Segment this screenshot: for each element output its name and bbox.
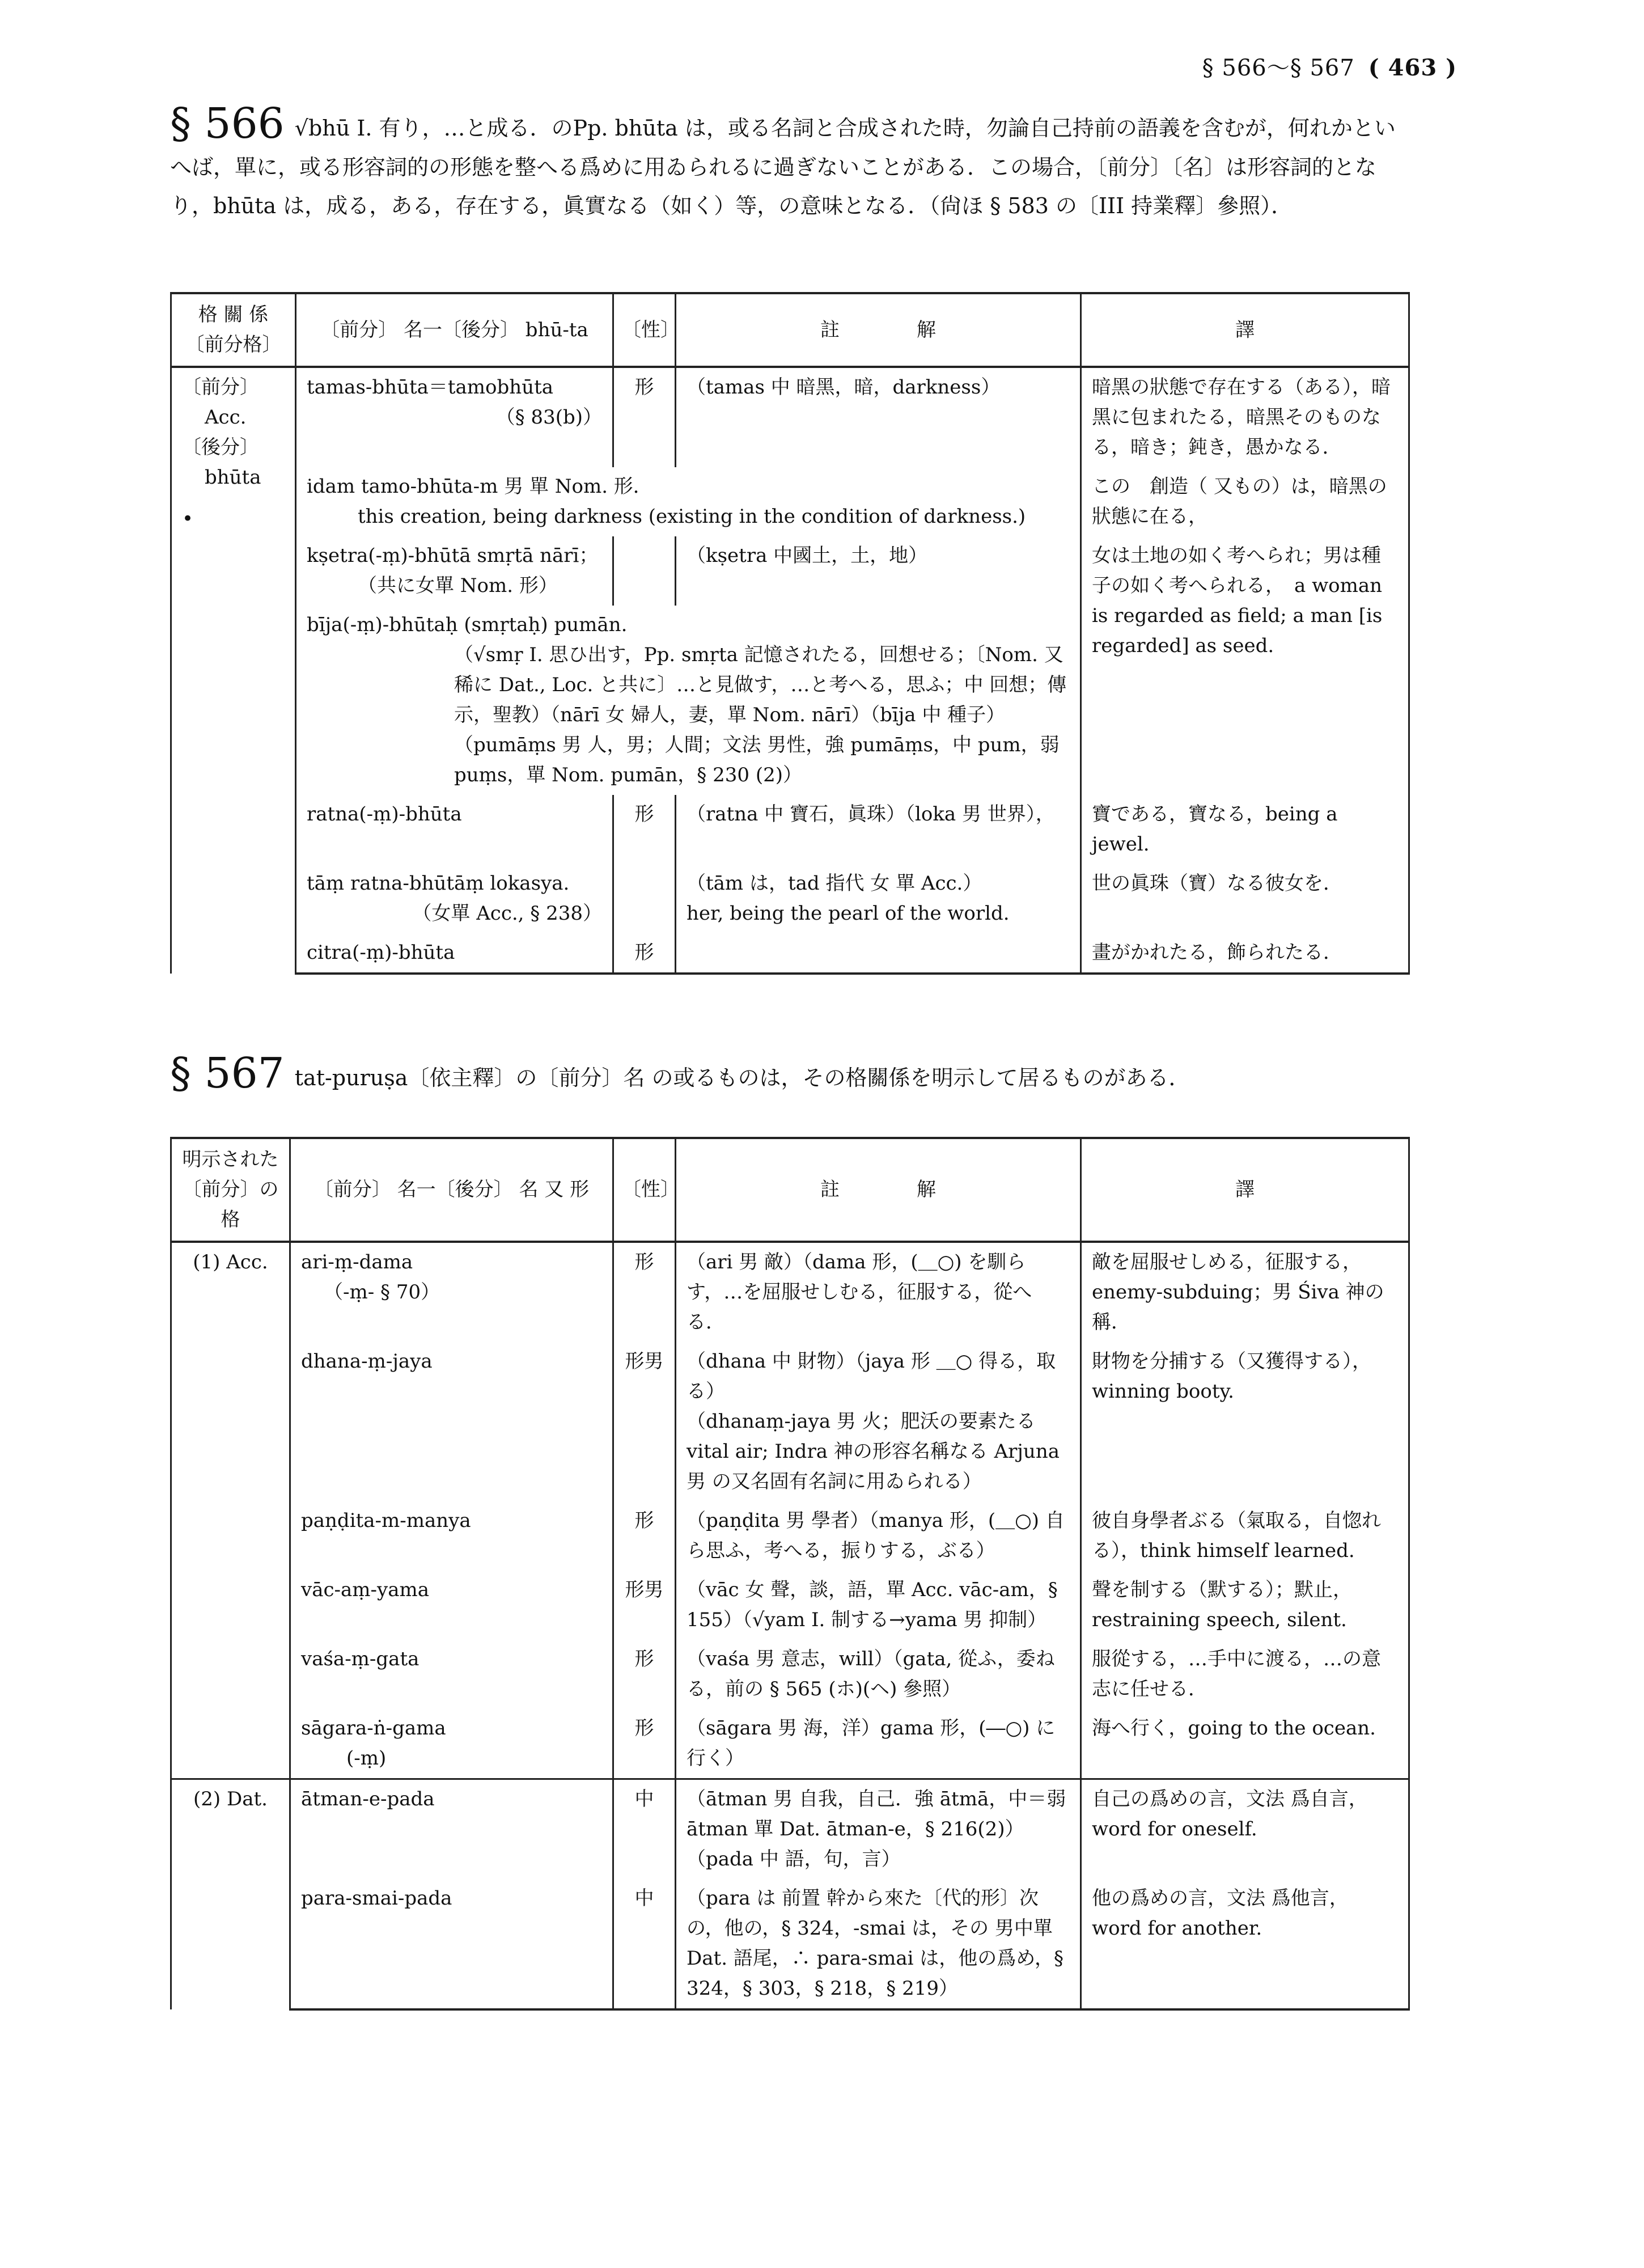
notes-cell: （ratna 中 寶石，眞珠）（loka 男 世界）， <box>676 795 1081 864</box>
gender-cell: 形 <box>613 1709 676 1779</box>
compound-term: tamas-bhūta＝tamobhūta <box>307 376 554 399</box>
section-number: § 566 <box>170 99 285 148</box>
table-header-row <box>171 1138 1409 1242</box>
compound-cell: vāc-aṃ-yama <box>290 1571 613 1640</box>
translation-cell: 服從する，…手中に渡る，…の意志に任せる． <box>1081 1640 1409 1709</box>
compound-cell: dhana-ṃ-jaya <box>290 1342 613 1501</box>
compound-ref: （女單 Acc., § 238） <box>412 902 602 925</box>
gender-cell: 形男 <box>613 1342 676 1501</box>
notes-text: （√smṛ I. 思ひ出す，Pp. smṛta 記憶されたる，回想せる；〔Nom. 又稀に Dat., Loc. と共に〕…と見做す，…と考へる，思ふ；中 回想；傳示，聖教）（nārī 女 婦人，妻，單 Nom. nārī）（bīja 中 種子）（pumāṃs 男 人，男；人間；文法 男性，強 pumāṃs，中 pum，弱 puṃs，單 Nom. pumān，§ 230 (2)） <box>454 644 1067 786</box>
compound-term: kṣetra(-ṃ)-bhūtā smṛtā nārī； <box>307 544 599 567</box>
compound-cell: paṇḍita-m-manya <box>290 1501 613 1571</box>
table-row <box>171 1879 1409 2009</box>
table-row <box>171 1501 1409 1571</box>
compound-cell <box>296 367 613 467</box>
translation-cell: 女は土地の如く考へられ；男は種子の如く考へられる， a woman is regarded as field; a man [is regarded] as seed. <box>1081 536 1409 795</box>
gender-cell: 形 <box>613 933 676 974</box>
compound-ref: (-ṃ) <box>346 1747 387 1770</box>
header-case: 明示された 〔前分〕の格 <box>171 1138 290 1242</box>
header-notes: 註 解 <box>676 293 1081 367</box>
compound-term: ari-ṃ-dama <box>301 1251 413 1273</box>
gender-cell: 形 <box>613 795 676 864</box>
gender-cell: 中 <box>613 1779 676 1880</box>
section-text: √bhū I. 有り，…と成る．のPp. bhūta は，或る名詞と合成された時，勿論自己持前の語義を含むが，何れかといへば，單に，或る形容詞的の形態を整へる爲めに用ゐられるに過ぎないことがある．この場合，〔前分〕〔名〕は形容詞的となり，bhūta は，成る，ある，存在する，眞實なる（如く）等，の意味となる．（尙ほ § 583 の〔III 持業釋〕參照）． <box>170 116 1396 218</box>
compound-cell: ratna(-ṃ)-bhūta <box>296 795 613 864</box>
case-cell: (1) Acc. <box>171 1242 290 1779</box>
gender-cell <box>613 536 676 606</box>
case-label: Acc. <box>205 406 247 429</box>
table-567 <box>170 1137 1410 2011</box>
table-row <box>171 795 1409 864</box>
translation-cell: この 創造（ 又もの）は，暗黑の狀態に在る， <box>1081 467 1409 536</box>
translation-cell: 彼自身學者ぶる（氣取る，自惚れる），think himself learned. <box>1081 1501 1409 1571</box>
compound-term: tāṃ ratna-bhūtāṃ lokasya. <box>307 872 570 895</box>
section-text: tat-puruṣa〔依主釋〕の〔前分〕名 の或るものは，その格關係を明示して居るものがある． <box>294 1065 1190 1090</box>
table-row <box>171 467 1409 536</box>
notes-cell: （ātman 男 自我，自己．強 ātmā，中＝弱 ātman 單 Dat. ātman-e，§ 216(2)）（pada 中 語，句，言） <box>676 1779 1081 1880</box>
header-translation: 譯 <box>1081 1138 1409 1242</box>
translation-cell: 世の眞珠（寶）なる彼女を． <box>1081 864 1409 933</box>
notes-text: （dhana 中 財物）（jaya 形 ＿○ 得る，取る） <box>687 1350 1056 1403</box>
header-gender: 〔性〕 <box>613 293 676 367</box>
translation-cell: 暗黑の狀態で存在する（ある），暗黑に包まれたる，暗黑そのものなる，暗き；鈍き，愚かなる． <box>1081 367 1409 467</box>
notes-text: her, being the pearl of the world. <box>687 902 1010 925</box>
compound-cell <box>296 536 613 606</box>
notes-cell <box>676 933 1081 974</box>
table-row <box>171 864 1409 933</box>
notes-text: （dhanaṃ-jaya 男 火；肥沃の要素たる vital air; Indra 神の形容名稱なる Arjuna 男 の又名固有名詞に用ゐられる） <box>687 1410 1060 1493</box>
page-number: ( 463 ) <box>1368 54 1457 81</box>
header-gender: 〔性〕 <box>613 1138 676 1242</box>
notes-cell: （vaśa 男 意志，will）（gata, 從ふ，委ねる，前の § 565 (ホ)(ヘ) 參照） <box>676 1640 1081 1709</box>
table-row <box>171 367 1409 467</box>
example-cell <box>296 467 1081 536</box>
compound-cell: vaśa-ṃ-gata <box>290 1640 613 1709</box>
gender-cell <box>613 864 676 933</box>
table-row <box>171 536 1409 606</box>
case-label: 〔前分〕 <box>182 376 259 399</box>
section-567-intro <box>170 1049 1406 1098</box>
gender-cell: 中 <box>613 1879 676 2009</box>
compound-term: sāgara-ṅ-gama <box>301 1717 446 1740</box>
compound-ref: （-ṃ- § 70） <box>324 1281 440 1304</box>
section-number: § 567 <box>170 1049 285 1098</box>
table-row <box>171 933 1409 974</box>
header-compound: 〔前分〕 名一〔後分〕 名 又 形 <box>290 1138 613 1242</box>
case-column <box>171 367 296 974</box>
example-line: this creation, being darkness (existing in the condition of darkness.) <box>358 505 1026 528</box>
table-row <box>171 1640 1409 1709</box>
section-range: § 566～§ 567 <box>1202 55 1355 81</box>
compound-cell <box>296 864 613 933</box>
case-label: bhūta <box>205 466 261 489</box>
table-row <box>171 1709 1409 1779</box>
compound-cell: ātman-e-pada <box>290 1779 613 1880</box>
compound-cell: para-smai-pada <box>290 1879 613 2009</box>
example-line: idam tamo-bhūta-m 男 單 Nom. 形． <box>307 475 652 498</box>
compound-term: bīja(-ṃ)-bhūtaḥ (smṛtaḥ) pumān. <box>307 613 628 636</box>
table-row <box>171 1779 1409 1880</box>
case-cell: (2) Dat. <box>171 1779 290 2010</box>
translation-cell: 海へ行く，going to the ocean. <box>1081 1709 1409 1779</box>
notes-cell: （kṣetra 中國土，土，地） <box>676 536 1081 606</box>
running-header <box>1202 50 1457 82</box>
section-566-intro <box>170 99 1406 225</box>
gender-cell: 形男 <box>613 1571 676 1640</box>
gender-cell: 形 <box>613 367 676 467</box>
translation-cell: 寶である，寶なる，being a jewel. <box>1081 795 1409 864</box>
compound-ref: （§ 83(b)） <box>495 406 602 429</box>
table-row <box>171 1242 1409 1342</box>
compound-cell <box>290 1242 613 1342</box>
header-translation: 譯 <box>1081 293 1409 367</box>
translation-cell: 財物を分捕する（又獲得する），winning booty. <box>1081 1342 1409 1501</box>
gender-cell: 形 <box>613 1640 676 1709</box>
bullet-mark: • <box>182 507 194 530</box>
table-row <box>171 1571 1409 1640</box>
gender-cell: 形 <box>613 1242 676 1342</box>
table-row <box>171 1342 1409 1501</box>
compound-cell: citra(-ṃ)-bhūta <box>296 933 613 974</box>
table-header-row <box>171 293 1409 367</box>
compound-cell <box>290 1709 613 1779</box>
notes-cell: （para は 前置 幹から來た〔代的形〕次の，他の，§ 324，-smai は，その 男中單 Dat. 語尾，∴ para-smai は，他の爲め，§ 324，§ 303，§ 218，§ 219） <box>676 1879 1081 2009</box>
gender-cell: 形 <box>613 1501 676 1571</box>
notes-cell: （vāc 女 聲，談，語，單 Acc. vāc-am，§ 155）（√yam I. 制する→yama 男 抑制） <box>676 1571 1081 1640</box>
case-label: 〔後分〕 <box>182 436 259 459</box>
header-case: 格 關 係 〔前分格〕 <box>171 293 296 367</box>
compound-ref: （共に女單 Nom. 形） <box>358 574 558 597</box>
translation-cell: 自己の爲めの言，文法 爲自言，word for oneself. <box>1081 1779 1409 1880</box>
notes-cell <box>676 864 1081 933</box>
translation-cell: 聲を制する（默する）；默止，restraining speech, silent. <box>1081 1571 1409 1640</box>
notes-cell: （tamas 中 暗黑，暗，darkness） <box>676 367 1081 467</box>
header-notes: 註 解 <box>676 1138 1081 1242</box>
notes-cell: （paṇḍita 男 學者）（manya 形，(＿○) 自ら思ふ，考へる，振りする，ぶる） <box>676 1501 1081 1571</box>
table-566 <box>170 292 1410 975</box>
translation-cell: 畫がかれたる，飾られたる． <box>1081 933 1409 974</box>
notes-text: （tām は，tad 指代 女 單 Acc.） <box>687 872 982 895</box>
translation-cell: 他の爲めの言，文法 爲他言，word for another. <box>1081 1879 1409 2009</box>
notes-cell <box>676 1342 1081 1501</box>
translation-cell: 敵を屈服せしめる，征服する，enemy-subduing；男 Śiva 神の稱． <box>1081 1242 1409 1342</box>
header-compound: 〔前分〕 名一〔後分〕 bhū-ta <box>296 293 613 367</box>
example-cell <box>296 606 1081 795</box>
notes-cell: （sāgara 男 海，洋）gama 形，(―○) に行く） <box>676 1709 1081 1779</box>
notes-cell: （ari 男 敵）（dama 形，(＿○) を馴らす，…を屈服せしむる，征服する，從へる． <box>676 1242 1081 1342</box>
